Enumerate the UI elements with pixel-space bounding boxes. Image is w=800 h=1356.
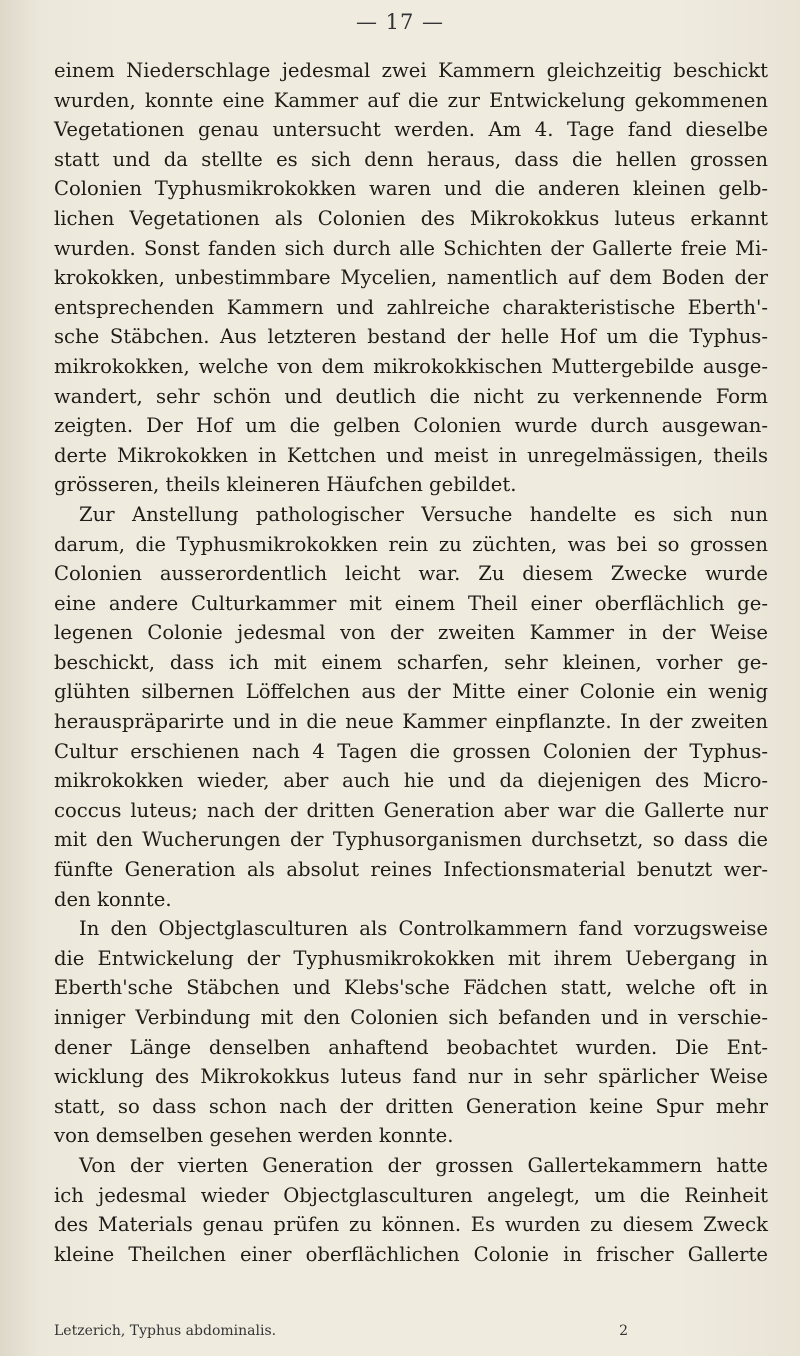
text-line: Colonien Typhusmikrokokken waren und die anderen kleinen gelb- xyxy=(54,177,768,201)
paragraph-3 xyxy=(54,914,768,1151)
text-line: herauspräparirte und in die neue Kammer einpflanzte. In der zweiten xyxy=(54,710,768,734)
text-line: Eberth'sche Stäbchen und Klebs'sche Fädchen statt, welche oft in xyxy=(54,976,768,1000)
text-line: Von der vierten Generation der grossen Gallertekammern hatte xyxy=(79,1153,768,1177)
text-line: beschickt, dass ich mit einem scharfen, sehr kleinen, vorher ge- xyxy=(54,650,768,674)
text-line: statt, so dass schon nach der dritten Generation keine Spur mehr xyxy=(54,1094,768,1118)
text-line: coccus luteus; nach der dritten Generation aber war die Gallerte nur xyxy=(54,798,768,822)
text-line: derte Mikrokokken in Kettchen und meist in unregelmässigen, theils xyxy=(54,443,768,467)
text-line: zeigten. Der Hof um die gelben Colonien wurde durch ausgewan- xyxy=(54,414,768,438)
text-line: krokokken, unbestimmbare Mycelien, namentlich auf dem Boden der xyxy=(54,266,768,290)
body-text xyxy=(54,56,768,1269)
text-line: grösseren, theils kleineren Häufchen gebildet. xyxy=(54,473,517,497)
text-line: inniger Verbindung mit den Colonien sich befanden und in verschie- xyxy=(54,1006,768,1029)
text-line: den konnte. xyxy=(54,887,172,911)
text-line: wurden, konnte eine Kammer auf die zur Entwickelung gekommenen xyxy=(54,88,768,112)
text-line: mit den Wucherungen der Typhusorganismen durchsetzt, so dass die xyxy=(54,828,768,852)
text-line: Vegetationen genau untersucht werden. Am 4. Tage fand dieselbe xyxy=(54,118,768,142)
paragraph-4 xyxy=(54,1151,768,1269)
text-line: wicklung des Mikrokokkus luteus fand nur in sehr spärlicher Weise xyxy=(54,1065,768,1089)
text-line: eine andere Culturkammer mit einem Theil einer oberflächlich ge- xyxy=(54,591,768,615)
running-title: Letzerich, Typhus abdominalis. xyxy=(54,1323,277,1339)
text-line: ich jedesmal wieder Objectglasculturen angelegt, um die Reinheit xyxy=(54,1183,768,1207)
text-line: des Materials genau prüfen zu können. Es wurden zu diesem Zweck xyxy=(54,1213,768,1237)
text-line: von demselben gesehen werden konnte. xyxy=(54,1124,454,1148)
paragraph-1 xyxy=(54,56,768,500)
text-line: mikrokokken, welche von dem mikrokokkischen Muttergebilde ausge- xyxy=(54,354,768,378)
page-number: — 17 — xyxy=(355,10,445,34)
page-footer xyxy=(54,1323,768,1339)
text-line: die Entwickelung der Typhusmikrokokken mit ihrem Uebergang in xyxy=(54,946,768,970)
text-line: sche Stäbchen. Aus letzteren bestand der helle Hof um die Typhus- xyxy=(54,325,768,349)
text-line: glühten silbernen Löffelchen aus der Mitte einer Colonie ein wenig xyxy=(54,680,768,704)
text-line: entsprechenden Kammern und zahlreiche charakteristische Eberth'- xyxy=(54,295,768,319)
text-line: statt und da stellte es sich denn heraus, dass die hellen grossen xyxy=(54,147,768,171)
text-line: Cultur erschienen nach 4 Tagen die grossen Colonien der Typhus- xyxy=(54,739,768,763)
text-line: Zur Anstellung pathologischer Versuche handelte es sich nun xyxy=(79,502,768,526)
text-line: lichen Vegetationen als Colonien des Mikrokokkus luteus erkannt xyxy=(54,206,768,230)
text-line: fünfte Generation als absolut reines Infectionsmaterial benutzt wer- xyxy=(54,858,768,882)
text-line: dener Länge denselben anhaftend beobachtet wurden. Die Ent- xyxy=(54,1035,768,1059)
text-line: einem Niederschlage jedesmal zwei Kammern gleichzeitig beschickt xyxy=(54,59,768,82)
text-line: wandert, sehr schön und deutlich die nicht zu verkennende Form xyxy=(54,384,768,408)
signature-mark: 2 xyxy=(619,1323,628,1339)
text-line: wurden. Sonst fanden sich durch alle Schichten der Gallerte freie Mi- xyxy=(54,236,768,260)
text-line: legenen Colonie jedesmal von der zweiten Kammer in der Weise xyxy=(54,621,768,645)
text-line: Colonien ausserordentlich leicht war. Zu diesem Zwecke wurde xyxy=(54,562,768,586)
text-line: In den Objectglasculturen als Controlkammern fand vorzugsweise xyxy=(79,917,768,941)
text-line: kleine Theilchen einer oberflächlichen Colonie in frischer Gallerte xyxy=(54,1242,768,1266)
paragraph-2 xyxy=(54,500,768,914)
text-line: darum, die Typhusmikrokokken rein zu züchten, was bei so grossen xyxy=(54,532,768,556)
text-line: mikrokokken wieder, aber auch hie und da diejenigen des Micro- xyxy=(54,769,768,793)
